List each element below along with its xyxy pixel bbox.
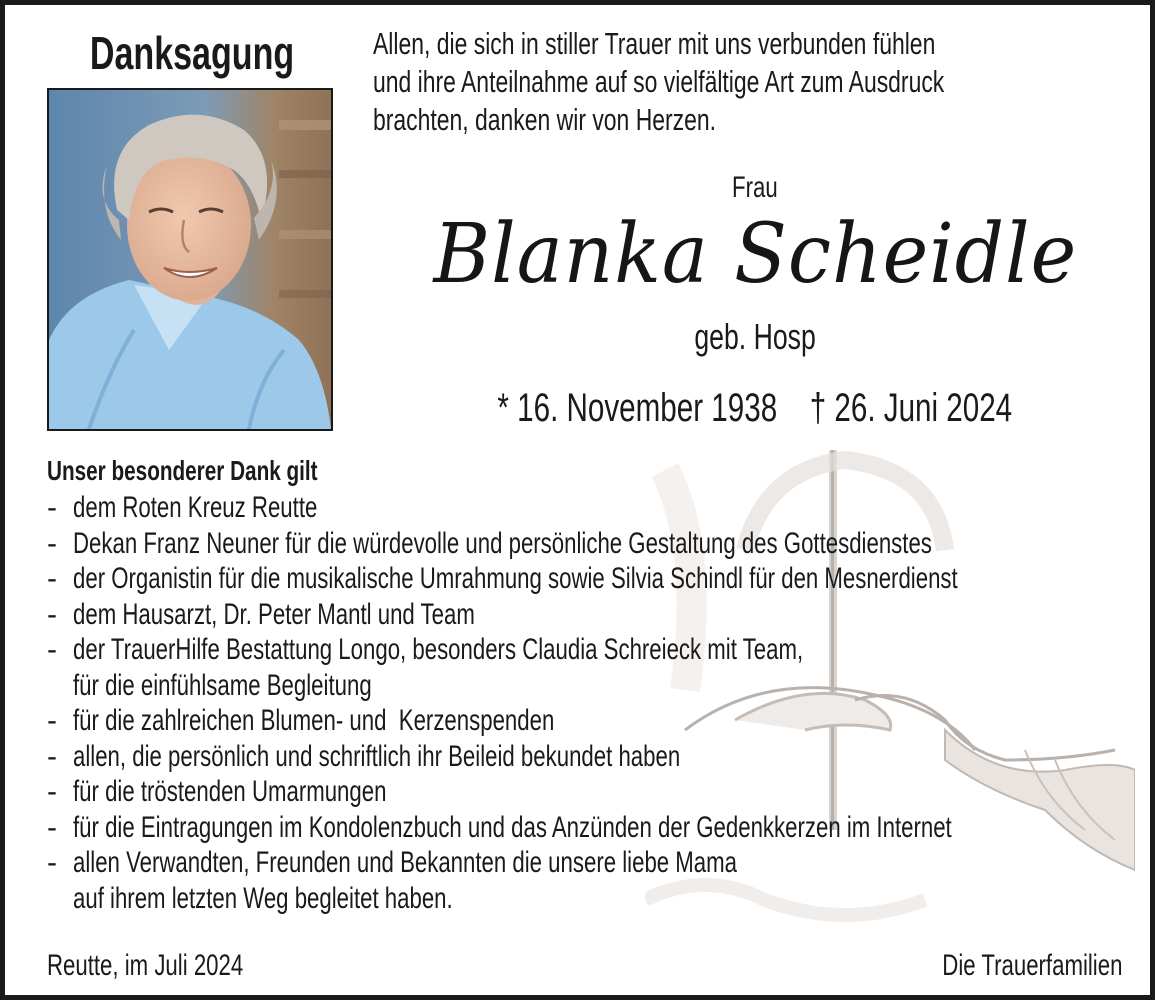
portrait-photo — [47, 88, 333, 431]
thanks-heading-text: Unser besonderer Dank gilt — [47, 455, 318, 486]
intro-line: Allen, die sich in stiller Trauer mit uns verbunden fühlen — [373, 26, 936, 61]
portrait-illustration — [49, 90, 331, 429]
deceased-name-text: Blanka Scheidle — [433, 207, 1077, 302]
list-item — [47, 561, 1147, 597]
list-item-text: auf ihrem letzten Weg begleitet haben. — [73, 881, 453, 915]
list-item-text: dem Hausarzt, Dr. Peter Mantl und Team — [73, 597, 475, 631]
list-item — [47, 774, 1147, 810]
list-item — [47, 845, 1147, 881]
list-item-text: der Organistin für die musikalische Umrahmung sowie Silvia Schindl für den Mesnerdienst — [73, 562, 958, 595]
list-dash: - — [47, 526, 57, 560]
list-dash: - — [47, 633, 57, 666]
list-item-continued — [47, 881, 1147, 917]
list-item — [47, 703, 1147, 739]
death-date: † 26. Juni 2024 — [809, 386, 1013, 430]
list-dash: - — [47, 846, 57, 879]
life-dates-inner — [498, 384, 1013, 432]
list-item — [47, 810, 1147, 846]
list-item-continued — [47, 668, 1147, 704]
list-item-text: für die tröstenden Umarmungen — [73, 775, 387, 808]
list-item — [47, 526, 1147, 562]
list-item — [47, 632, 1147, 668]
signature-text: Die Trauerfamilien — [941, 949, 1122, 982]
list-dash: - — [47, 562, 57, 595]
heading-text: Danksagung — [89, 27, 295, 79]
list-item-text: allen, die persönlich und schriftlich ihr Beileid bekundet haben — [73, 739, 681, 773]
list-dash: - — [47, 775, 57, 808]
list-item — [47, 739, 1147, 775]
intro-text — [373, 25, 1133, 139]
heading — [47, 27, 337, 79]
list-dash: - — [47, 739, 57, 773]
intro-line: und ihre Anteilnahme auf so vielfältige Art zum Ausdruck — [373, 64, 945, 99]
list-dash: - — [47, 704, 57, 737]
list-item-text: der TrauerHilfe Bestattung Longo, besonders Claudia Schreieck mit Team, — [73, 633, 804, 666]
list-item — [47, 597, 1147, 633]
signature — [879, 948, 1122, 984]
life-dates — [385, 384, 1125, 432]
thanks-heading — [47, 454, 413, 488]
list-item-text: für die einfühlsame Begleitung — [73, 668, 372, 702]
intro-line: brachten, danken wir von Herzen. — [373, 102, 717, 137]
list-item-text: für die Eintragungen im Kondolenzbuch und das Anzünden der Gedenkkerzen im Internet — [73, 810, 952, 844]
maiden-name — [385, 315, 1125, 359]
list-item-text: Dekan Franz Neuner für die würdevolle und persönliche Gestaltung des Gottesdienstes — [73, 526, 932, 560]
deceased-name — [385, 203, 1125, 307]
list-item-text: allen Verwandten, Freunden und Bekannten die unsere liebe Mama — [73, 846, 737, 879]
place-date-text: Reutte, im Juli 2024 — [47, 949, 244, 982]
salutation-text: Frau — [732, 171, 778, 204]
list-dash: - — [47, 597, 57, 631]
thanks-list — [47, 490, 1147, 916]
maiden-name-text: geb. Hosp — [694, 316, 816, 357]
place-date — [47, 948, 312, 984]
birth-date: * 16. November 1938 — [497, 386, 778, 430]
list-item-text: dem Roten Kreuz Reutte — [73, 491, 318, 524]
list-item — [47, 490, 1147, 526]
list-item-text: für die zahlreichen Blumen- und Kerzenspenden — [73, 704, 555, 737]
list-dash: - — [47, 491, 57, 524]
list-dash: - — [47, 810, 57, 844]
salutation — [385, 170, 1125, 206]
